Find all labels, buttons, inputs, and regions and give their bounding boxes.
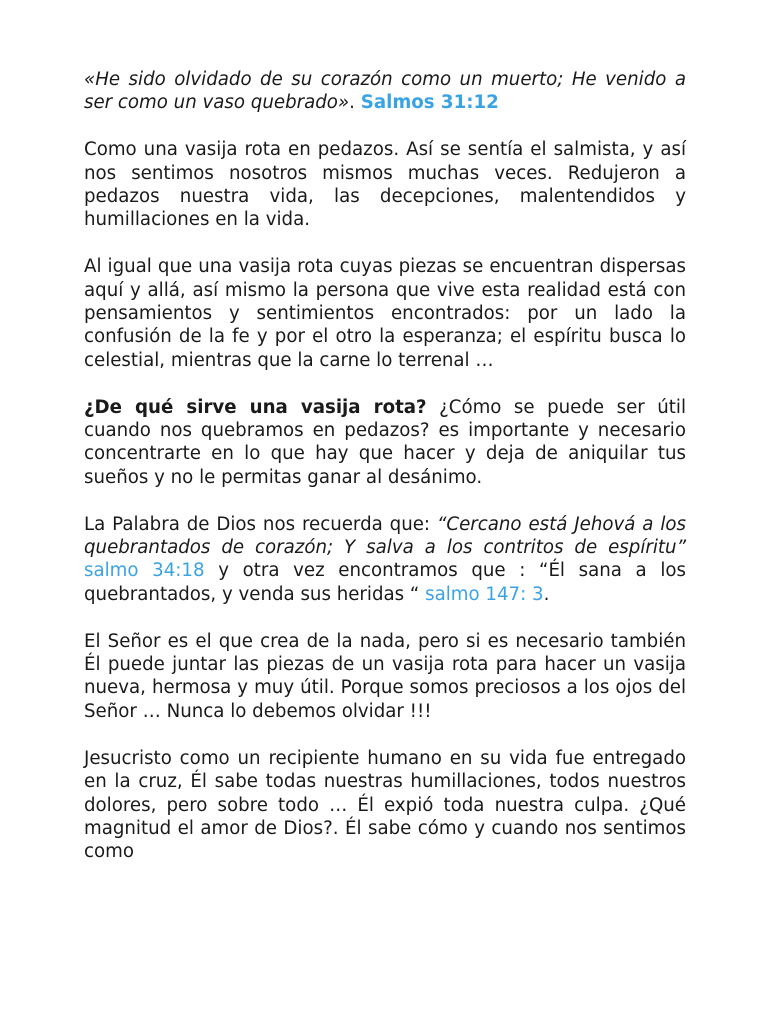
paragraph-question [84,396,686,490]
psalm-quote: «He sido olvidado de su corazón como un muerto; He venido a ser como un vaso quebrado» [84,69,686,114]
paragraph-broken-vessel: Como una vasija rota en pedazos. Así se sentía el salmista, y así nos sentimos nosotros mismos muchas veces. Redujeron a pedazos nuestra vida, las decepciones, malentendidos y humillaciones en la vida. [84,139,686,231]
scripture-reference-link[interactable]: salmo 147: 3 [425,583,544,605]
paragraph-word-of-god [84,513,686,607]
question-text: ¿Cómo se puede ser útil cuando nos quebramos en pedazos? es importante y necesario concentrarte en lo que hay que hacer y deja de aniquilar tus sueños y no le permitas ganar al desánimo. [84,396,686,488]
document-page [84,68,686,887]
psalm-34-quote: “Cercano está Jehová a los quebrantados de corazón; Y salva a los contritos de espíritu” [84,513,687,559]
paragraph-lord-creates: El Señor es el que crea de la nada, pero si es necesario también Él puede juntar las piezas de un vasija rota para hacer un vasija nueva, hermosa y muy útil. Porque somos preciosos a los ojos del Señor … Nunca lo debemos olvidar !!! [84,630,686,722]
scripture-reference-link[interactable]: Salmos 31:12 [360,92,499,114]
word-middle: y otra vez encontramos que : “Él sana a los quebrantados, y venda sus heridas “ [84,560,686,605]
question-heading: ¿De qué sirve una vasija rota? [84,396,427,418]
word-intro: La Palabra de Dios nos recuerda que: [84,513,437,535]
paragraph-jesus: Jesucristo como un recipiente humano en su vida fue entregado en la cruz, Él sabe todas nuestras humillaciones, todos nuestros dolores, pero sobre todo … Él expió toda nuestra culpa. ¿Qué magnitud el amor de Dios?. Él sabe cómo y cuando nos sentimos como [84,747,686,863]
word-end: . [543,583,550,605]
paragraph-opening-quote [84,68,686,115]
paragraph-scattered-pieces: Al igual que una vasija rota cuyas piezas se encuentran dispersas aquí y allá, así mismo la persona que vive esta realidad está con pensamientos y sentimientos encontrados: por un lado la confusión de la fe y por el otro la esperanza; el espíritu busca lo celestial, mientras que la carne lo terrenal … [84,256,686,371]
quote-punctuation: . [349,92,361,114]
scripture-reference-link[interactable]: salmo 34:18 [84,560,205,582]
